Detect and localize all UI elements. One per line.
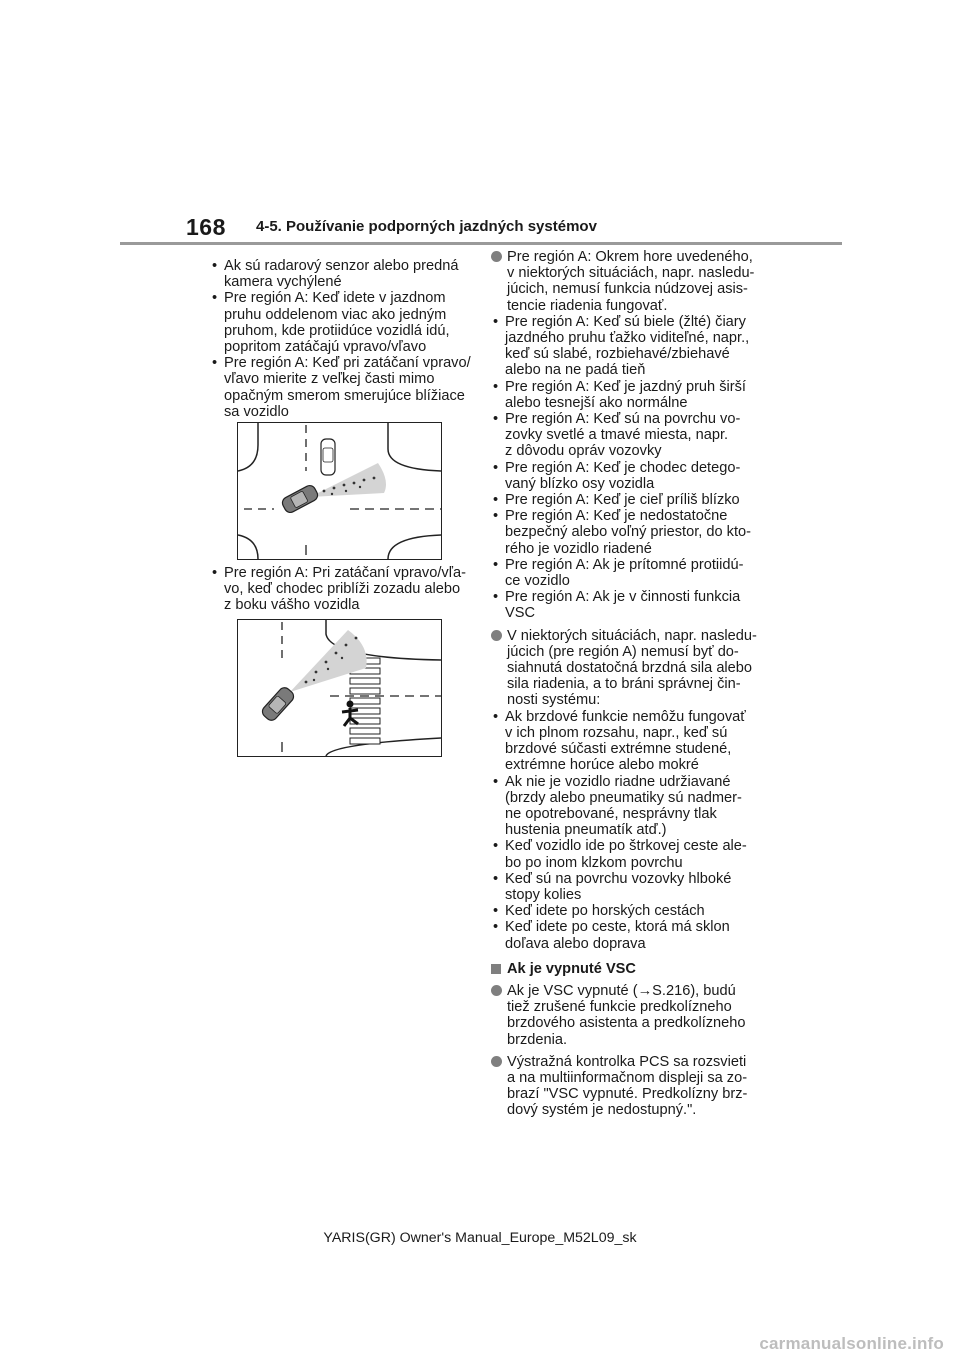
list-item: [491, 871, 761, 903]
text-line: brzdového asistenta a predkolízneho: [507, 1015, 746, 1032]
text-line: siahnutá dostatočná brzdná sila alebo: [507, 660, 753, 677]
list-item: [491, 314, 761, 379]
list-item: [491, 557, 761, 589]
list-item: [491, 774, 761, 839]
section-title: 4-5. Používanie podporných jazdných systémov: [256, 218, 597, 235]
list-item: [491, 411, 761, 460]
text-line: bo po inom klzkom povrchu: [505, 854, 683, 871]
text-line: stopy kolies: [505, 886, 582, 903]
circle-bullet-icon: [491, 985, 502, 996]
text-line: pruhom, kde protiidúce vozidlá idú,: [224, 322, 450, 339]
list-item: [491, 903, 761, 919]
figure-intersection-turn: [237, 422, 442, 560]
left-bottom-list: [210, 565, 472, 614]
footer-manual-id: YARIS(GR) Owner's Manual_Europe_M52L09_sk: [323, 1230, 637, 1246]
text-line: a na multiinformačnom displeji sa zo-: [507, 1069, 748, 1086]
text-line: v niektorých situáciách, napr. nasledu-: [507, 265, 755, 282]
text-line: alebo tesnejší ako normálne: [505, 394, 688, 411]
text-line: keď sú slabé, rozbiehavé/zbiehavé: [505, 346, 730, 363]
list-item: [210, 258, 472, 290]
text-line: z dôvodu opráv vozovky: [505, 443, 662, 460]
text-line: ce vozidlo: [505, 573, 570, 590]
left-top-list: [210, 258, 472, 420]
list-item: [491, 460, 761, 492]
header-rule: [120, 242, 842, 245]
text-line: pruhu oddelenom viac ako jedným: [224, 306, 447, 323]
text-line: Pre región A: Okrem hore uvedeného,: [507, 249, 753, 265]
text-line: júcich, nemusí funkcia núdzovej asis-: [507, 281, 748, 298]
text-line: vaný blízko osy vozidla: [505, 475, 655, 492]
text-line: • Ak brzdové funkcie nemôžu fungovať: [505, 708, 746, 725]
bullet-insufficient-force: [491, 628, 761, 952]
circle-bullet-icon: [491, 251, 502, 262]
text-line: z boku vášho vozidla: [224, 597, 360, 614]
list-item: [491, 508, 761, 557]
subheading-text: Ak je vypnuté VSC: [507, 960, 636, 977]
bullet-emergency-steering: [491, 249, 761, 622]
text-line: brzdenia.: [507, 1031, 568, 1048]
text-line: vo, keď chodec priblíži zozadu alebo: [224, 581, 461, 598]
text-line: • Pre región A: Pri zatáčaní vpravo/vľa-: [224, 565, 466, 581]
list-item: [491, 379, 761, 411]
list-item: [491, 709, 761, 774]
left-bottom-column: [210, 565, 472, 614]
page-number: 168: [186, 214, 226, 240]
list-item: [210, 565, 472, 614]
text-line: • Pre región A: Keď idete v jazdnom: [224, 290, 446, 307]
text-line: • Pre región A: Keď je chodec detego-: [505, 459, 741, 476]
text-line: • Pre región A: Ak je prítomné protiidú-: [505, 556, 744, 573]
text-line: nosti systému:: [507, 692, 601, 709]
text-line: hustenia pneumatík atď.): [505, 822, 667, 839]
text-line: (brzdy alebo pneumatiky sú nadmer-: [505, 789, 742, 806]
text-line: bezpečný alebo voľný priestor, do kto-: [505, 524, 752, 541]
text-line: • Pre región A: Keď pri zatáčaní vpravo/: [224, 355, 471, 372]
text-line: opačným smerom smerujúce blížiace: [224, 387, 465, 404]
text-line: • Pre región A: Keď je jazdný pruh širší: [505, 378, 746, 395]
text-line: • Keď vozidlo ide po štrkovej ceste ale-: [505, 838, 747, 855]
text-line: dový systém je nedostupný.".: [507, 1102, 697, 1119]
bullet-vsc-off: [491, 983, 761, 1048]
text-line: • Keď idete po horských cestách: [505, 903, 705, 920]
subheading-vsc-off: [491, 961, 761, 977]
list-item: [491, 492, 761, 508]
text-line: rého je vozidlo riadené: [505, 540, 652, 557]
list-item: [210, 290, 472, 355]
text-line: • Pre región A: Keď sú na povrchu vo-: [505, 411, 741, 428]
figure-pedestrian-turn: [237, 619, 442, 757]
text-line: sila riadenia, a to bráni správnej čin-: [507, 676, 741, 693]
intersection-diagram: [238, 423, 441, 559]
watermark: carmanualsonline.info: [759, 1334, 944, 1353]
text-line: sa vozidlo: [224, 403, 289, 420]
text-line: popritom zatáčajú vpravo/vľavo: [224, 339, 427, 356]
text-line: doľava alebo doprava: [505, 935, 646, 952]
text-line: • Pre región A: Keď sú biele (žlté) čiary: [505, 313, 746, 330]
text-line: vľavo mierite z veľkej časti mimo: [224, 371, 435, 388]
list-item: [491, 919, 761, 951]
left-column: [210, 258, 472, 420]
text-line: VSC: [505, 605, 536, 622]
circle-bullet-icon: [491, 630, 502, 641]
text-line: ne opotrebované, nesprávny tlak: [505, 805, 717, 822]
text-line: jazdného pruhu ťažko viditeľné, napr.,: [505, 330, 750, 347]
text-line: • Pre región A: Keď je nedostatočne: [505, 508, 728, 525]
text-line: • Ak nie je vozidlo riadne udržiavané: [505, 773, 731, 790]
text-line: • Ak sú radarový senzor alebo predná: [224, 258, 459, 274]
text-line: • Keď idete po ceste, ktorá má sklon: [505, 919, 730, 936]
bullet-pcs-warning: [491, 1054, 761, 1119]
text-line: tiež zrušené funkcie predkolízneho: [507, 999, 732, 1016]
text-line: Ak je VSC vypnuté (→S.216), budú: [507, 982, 736, 999]
text-line: brazí "VSC vypnuté. Predkolízny brz-: [507, 1086, 748, 1103]
list-item: [491, 838, 761, 870]
circle-bullet-icon: [491, 1056, 502, 1067]
list-item: [210, 355, 472, 420]
text-line: tencie riadenia fungovať.: [507, 297, 668, 314]
text-line: kamera vychýlené: [224, 274, 342, 291]
text-line: alebo na ne padá tieň: [505, 362, 646, 379]
text-line: zovky svetlé a tmavé miesta, napr.: [505, 427, 729, 444]
text-line: Výstražná kontrolka PCS sa rozsvieti: [507, 1053, 747, 1070]
text-line: júcich (pre región A) nemusí byť do-: [507, 643, 739, 660]
text-line: • Keď sú na povrchu vozovky hlboké: [505, 870, 732, 887]
pedestrian-diagram: [238, 620, 441, 756]
text-line: v ich plnom rozsahu, napr., keď sú: [505, 724, 728, 741]
text-line: extrémne horúce alebo mokré: [505, 757, 699, 774]
text-line: V niektorých situáciách, napr. nasledu-: [507, 627, 757, 644]
right-column: [491, 249, 761, 1119]
list-item: [491, 589, 761, 621]
text-line: brzdové súčasti extrémne studené,: [505, 741, 732, 758]
text-line: • Pre región A: Keď je cieľ príliš blízko: [505, 492, 740, 509]
square-bullet-icon: [491, 964, 501, 974]
text-line: • Pre región A: Ak je v činnosti funkcia: [505, 589, 741, 606]
